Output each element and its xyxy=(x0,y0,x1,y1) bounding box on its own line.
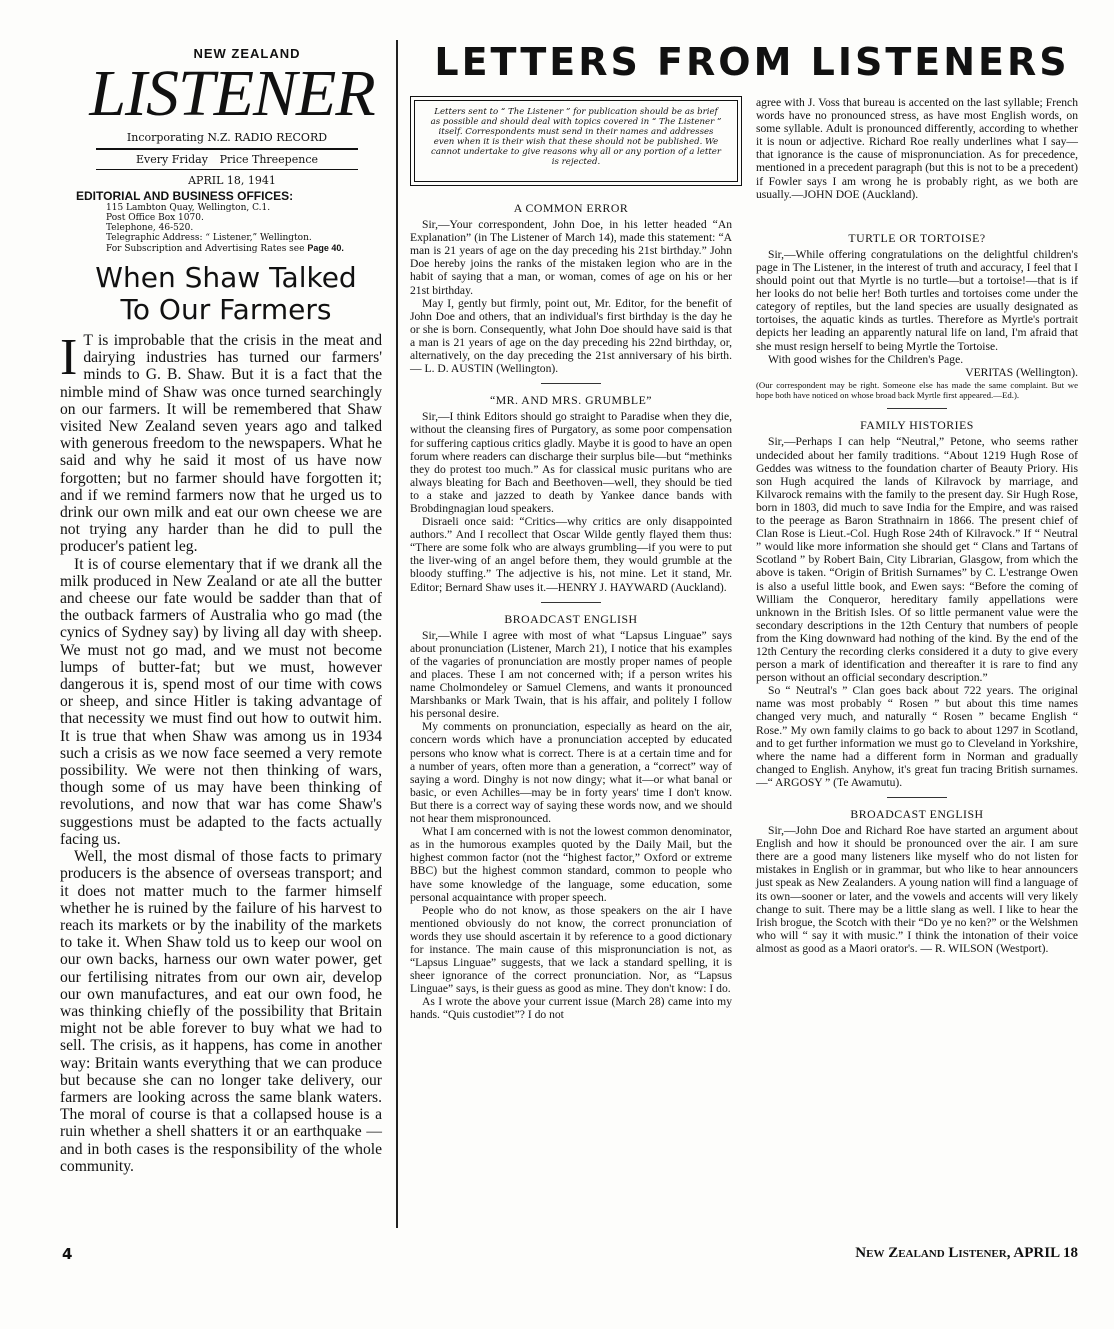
letter-heading: “MR. AND MRS. GRUMBLE” xyxy=(489,393,653,408)
footer-title: New Zealand Listener, APRIL 18 xyxy=(855,1245,1078,1261)
letter-paragraph: Sir,—John Doe and Richard Roe have started an argument about English and how it should be pronounced over the air. I am sure there are a good many listeners like myself who do not listen for mistakes in English or in grammar, but who like to hear announcers just speak as New Zealanders. A young nation will find a language of its own—sooner or later, and the vowels and accents will very likely change to suit. There may be a little slang as well. I like to hear the Irish brogue, the Scotch with their “Do ye no ken?” or the Welshmen who will “ say it with music.” I think the intonation of their voice almost as good as a Maori orator's. — R. WILSON (Westport). xyxy=(756,824,1078,955)
letter-heading: TURTLE OR TORTOISE? xyxy=(848,230,986,245)
drop-cap: I xyxy=(60,329,78,386)
masthead-price: Price Threepence xyxy=(219,153,318,166)
letter-heading: FAMILY HISTORIES xyxy=(860,418,974,433)
letter-signature: VERITAS (Wellington). xyxy=(965,365,1078,379)
masthead-date: APRIL 18, 1941 xyxy=(188,174,276,187)
article-paragraph: Well, the most dismal of those facts to primary producers is the absence of overseas transport; and it does not matter much to the farmer himself whether he is ruined by the failure of his harvest to reach its markets or by the inability of the markets to take it. When Shaw told us to keep our wool on our own backs, harness our own water power, get our fertilising nitrates from our own air, develop our own manufactures, and eat our own food, he was thinking chiefly of the possibility that Britain might not be able forever to buy what we had to sell. The crisis, as it happens, has come in another way: Britain wants everything that we can produce but because she can no longer take delivery, our farmers are looking across the same blank waters. The moral of course is that a collapsed house is a ruin whether a shell shatters it or an earthquake — and in both cases is the responsibility of the whole community. xyxy=(60,848,382,1175)
address-line: Post Office Box 1070. xyxy=(106,213,204,223)
divider xyxy=(541,602,601,603)
masthead xyxy=(76,46,388,254)
masthead-address xyxy=(106,203,388,254)
letter-paragraph: Sir,—Perhaps I can help “Neutral,” Petone, who seems rather undecided about her family traditions. “About 1219 Hugh Rose of Geddes was witness to the foundation charter of Beauty Priory. His son Hugh acquired the lands of Kilravock by marriage, and Kilvarock remains with the family to the present day. Sir Hugh Rose, born in 1803, did much to save India for the Empire, and was raised to the peerage as Baron Strathnairn in 1866. The present chief of Clan Rose is Lieut.-Col. Hugh Rose 24th of Kilravock.” If “ Neutral ” would like more information she should get “ Clans and Tartans of Scotland ” by Robert Bain, City Librarian, Glasgow, from which the above is taken. “Origin of British Surnames” by C. L'estrange Owen is also a useful little book, and Ewen says: “Before the coming of William the Conqueror, hereditary family appellations were unknown in the British Isles. Of so little permanent value were the secondary descriptions in the 12th Century that numbers of people from the King downward had nothing of the kind. By the end of the 12th Century the recording clerks considered it a duty to give every person a mark of identification and thereafter it is rare to find any person without an official secondary description.” xyxy=(756,435,1078,685)
article-paragraph: I T is improbable that the crisis in the meat and dairying industries has turned our farmers' minds to G. B. Shaw. But it is a fact that the nimble mind of Shaw was once turned searchingly on our farmers. It will be remembered that Shaw visited New Zealand seven years ago and talked with generous freedom to the newspapers. What he said and why he said it most of us have now forgotten; but no farmer should have forgotten it; and if we remind farmers now that he urged us to drink our own milk and eat our own cheese we are not trying any harder than he did to pull the producer's patient leg. xyxy=(60,329,382,556)
letters-notice-box xyxy=(410,96,742,186)
letter-paragraph: May I, gently but firmly, point out, Mr. Editor, for the benefit of John Doe and others, that an individual's first birthday is the day he or she is born. Consequently, what John Doe should have said is that a man is 21 years of age on the day preceding his 22nd birthday, or, alternatively, on the day preceding the 21st anniversary of his birth. — L. D. AUSTIN (Wellington). xyxy=(410,296,732,376)
article-title: When Shaw Talked To Our Farmers xyxy=(95,261,357,326)
editor-note: (Our correspondent may be right. Someone else has made the same complaint. But we hope both have noticed on whose broad back Myrtle first appeared.—Ed.). xyxy=(756,379,1078,400)
letter-paragraph: Sir,—While offering congratulations on the delightful children's page in The Listener, in the interest of truth and accuracy, I feel that I should point out that Myrtle is no turtle—but a tortoise!—that is if her looks do not belie her! Both turtles and tortoises come under the category of reptiles, but the land species are usually designated as tortoises, the aquatic kinds as turtles. Therefore as Myrtle's portrait depicts her leading an apparently natural life on land, I'm afraid that she must resign herself to being Myrtle the Tortoise. xyxy=(756,247,1078,353)
masthead-offices: EDITORIAL AND BUSINESS OFFICES: xyxy=(76,189,294,203)
letter-heading: BROADCAST ENGLISH xyxy=(504,611,638,626)
letter-paragraph: People who do not know, as those speakers on the air I have mentioned obviously do not know, the correct pronunciation of words they use should ascertain it by reference to a good dictionary for instance. The main cause of this mispronunciation is not, as “Lapsus Linguae” suggests, that we lack a standard spelling, it is sheer ignorance of the correct pronunciation. Nor, as “Lapsus Linguae” says, is their guess as good as mine. They don't know: I do. xyxy=(410,903,732,996)
address-line: For Subscription and Advertising Rates see Page 40. xyxy=(106,243,344,254)
letters-header: LETTERS FROM LISTENERS xyxy=(434,40,1070,84)
divider xyxy=(541,383,601,384)
letter-heading: A COMMON ERROR xyxy=(513,201,629,215)
letter-paragraph: My comments on pronunciation, especially as heard on the air, concern words which have a pronunciation accepted by educated persons who know what is correct. There is at a certain time and for a number of years, often more than a generation, a “correct” way of saying a word. Dinghy is not now dingy; what it—or what banal or basic, or even Achilles—may be in forty years' time I don't know. But there is a correct way of saying these words now, and we should not hear them mispronounced. xyxy=(410,720,732,826)
letter-paragraph: Sir,—Your correspondent, John Doe, in his letter headed “An Explanation” (in The Listener of March 14), made this statement: “A man is 21 years of age on the day preceding his 21st birthday.” John Doe hereby joins the ranks of the mistaken legion who are in the habit of saying that a man, or woman, comes of age on his or her 21st birthday. xyxy=(410,218,732,297)
masthead-every-friday: Every Friday xyxy=(136,153,208,166)
article-body xyxy=(60,329,382,1175)
address-line: Telephone, 46-520. xyxy=(106,223,194,233)
letter-paragraph: So “ Neutral's ” Clan goes back about 722 years. The original name was most probably “ Rosen ” but about this time names changed very much, and naturally “ Rosen ” became English “ Rose.” My own family claims to go back to about 1297 in Scotland, and to get further information we must go to Cleveland in Yorkshire, where the name had a different form in Norman and gradually changed to English. Anyhow, it's great fun tracing British surnames.—“ ARGOSY ” (Te Awamutu). xyxy=(756,684,1078,789)
footer-date: APRIL 18 xyxy=(1013,1245,1078,1261)
masthead-incorporating: Incorporating N.Z. RADIO RECORD xyxy=(96,131,358,150)
letter-paragraph: Sir,—While I agree with most of what “Lapsus Linguae” says about pronunciation (Listener, March 21), I notice that his examples of the vagaries of pronunciation are mostly proper names of people and places. These I am not concerned with; if a person writes his name Cholmondeley or Samuel Clemens, and wants it pronounced Marshbanks or Mark Twain, that is his affair, and politely I follow his personal desire. xyxy=(410,628,732,721)
letters-notice-text: Letters sent to “ The Listener ” for publication should be as brief as possible and should deal with topics covered in “ The Listener ” itself. Correspondents must send in their names and addresses even when it is their wish that these should not be published. We cannot undertake to give reasons why all or any portion of a letter is rejected. xyxy=(414,100,738,182)
column-rule xyxy=(396,40,398,1228)
spacer xyxy=(887,217,947,218)
letter-paragraph: With good wishes for the Children's Page. xyxy=(768,352,964,366)
letter-paragraph: What I am concerned with is not the lowest common denominator, as in the humorous examples quoted by the Daily Mail, but the highest common factor (not the “highest factor,” Oxford or extreme BBC) but the highest common standard, common to people who have some knowledge of the language, some education, some personal acquaintance with proper speech. xyxy=(410,825,732,904)
letter-paragraph: Sir,—I think Editors should go straight to Paradise when they die, without the cleansing fires of Purgatory, as some poor compensation for suffering captious critics gladly. Maybe it is good to have an open forum where readers can discharge their surplus bile—but “methinks they do protest too much.” As for classical music puritans who are always bleating for Bach and Beethoven—well, they should be tied to a stake and jazzed to death by Yankee dance bands with Brobdingnagian loud speakers. xyxy=(410,410,732,515)
letter-heading: BROADCAST ENGLISH xyxy=(850,807,984,821)
masthead-new-zealand: NEW ZEALAND xyxy=(193,46,301,61)
letter-paragraph: agree with J. Voss that bureau is accented on the last syllable; French words have no pronounced stress, as have most English words, on some syllable. Adult is pronounced differently, according to whether it is noun or adjective. Richard Roe really underlines what I say—that ignorance is the cause of mispronunciation. As for precedence, mentioned in a precedent paragraph (but this is not to be a precedent) if Fowler says I am wrong he is probably right, as we both are usually.—JOHN DOE (Auckland). xyxy=(756,96,1078,201)
letters-column-middle xyxy=(410,202,732,1022)
address-line: 115 Lambton Quay, Wellington, C.1. xyxy=(106,203,271,213)
letter-paragraph: Disraeli once said: “Critics—why critics are only disappointed authors.” And I recollect that Oscar Wilde gently flayed them thus: “There are some folk who are always grumbling—if you were to put the liver-wing of an angel before them, they would grumble at the bloody stuffing.” The adjective is his, not mine. Let it stand, Mr. Editor; Bernard Shaw uses it.—HENRY J. HAYWARD (Auckland). xyxy=(410,515,732,594)
masthead-frequency xyxy=(96,150,358,170)
divider xyxy=(887,797,947,798)
letters-column-right xyxy=(756,96,1078,955)
address-line: Telegraphic Address: “ Listener,” Wellington. xyxy=(106,233,312,243)
article-paragraph: It is of course elementary that if we drank all the milk produced in New Zealand or ate all the butter and cheese our fate would be sadder than that of the outback farmers of Australia who go mad (the cynics of Sydney say) by living all day with sheep. We must not go mad, and we must not become lumps of butter-fat; but we must, however dangerous it is, spend most of our time with cows or sheep, and since Hitler is taking advantage of that necessity we must find out how to outwit him. It is true that when Shaw was among us in 1934 such a crisis as we now face seemed a very remote possibility. We were not then thinking of wars, though some of us may have been thinking of revolutions, and now that war has come Shaw's suggestions must be adapted to the facts actually facing us. xyxy=(60,555,382,848)
divider xyxy=(887,408,947,409)
address-page-ref: Page 40. xyxy=(307,243,344,253)
page-number: 4 xyxy=(62,1245,73,1263)
letter-paragraph: As I wrote the above your current issue (March 28) came into my hands. “Quis custodiet”? I do not xyxy=(410,995,732,1022)
masthead-title: LISTENER xyxy=(89,57,375,130)
